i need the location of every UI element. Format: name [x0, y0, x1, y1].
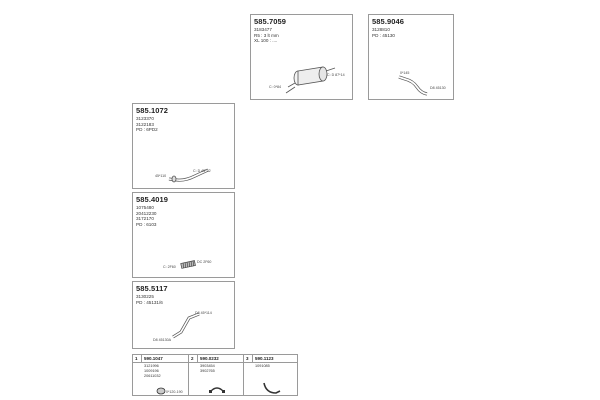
dimension-label: C: D 87*14	[327, 73, 345, 77]
part-number: 585.4019	[136, 195, 169, 204]
detail-line: 1091085	[255, 364, 270, 368]
dimension-label: C: 2F60	[163, 265, 176, 269]
accessory-index: 2	[191, 356, 194, 361]
part-card-585-4019	[132, 192, 235, 278]
accessory-index: 1	[135, 356, 138, 361]
part-number: 585.5117	[136, 284, 168, 293]
accessory-index: 3	[246, 356, 249, 361]
dimension-label: 0*120-190	[166, 390, 183, 394]
part-number: 585.1072	[136, 106, 169, 115]
detail-line: PD : 6103	[136, 221, 157, 227]
dimension-label: D8 45*114	[195, 311, 212, 315]
detail-line: 1075480	[136, 205, 154, 210]
part-number: 585.9046	[372, 17, 405, 26]
hanger-icon	[244, 355, 299, 397]
flex-pipe-drawing	[133, 193, 236, 279]
detail-line: 20412230	[136, 210, 157, 216]
dimension-label: D8 45130	[430, 86, 446, 90]
dimension-label: 0*145	[400, 71, 410, 75]
detail-line: PD : 6PD2	[136, 127, 158, 133]
part-card-585-1072	[132, 103, 235, 189]
dimension-label: C: 0*84	[269, 85, 281, 89]
detail-line: PD : 45131/6	[136, 299, 163, 305]
detail-line: R5 : 3 lt mm	[254, 32, 279, 38]
detail-line: 20611032	[144, 373, 161, 378]
detail-line: 3183477	[254, 27, 272, 32]
tailpipe-drawing	[133, 282, 236, 350]
detail-line: 3121996	[144, 364, 159, 368]
part-card-585-7059	[250, 14, 353, 100]
detail-line: 3128810	[372, 27, 390, 32]
dimension-label: D8 45130A	[153, 338, 171, 342]
dimension-label: 45*110	[155, 174, 167, 178]
part-number: 585.7059	[254, 17, 287, 26]
dimension-label: C: D 45*32	[193, 169, 211, 173]
accessory-number: 590.0232	[200, 356, 219, 361]
detail-line: 3122183	[136, 121, 154, 127]
detail-line: 3130225	[136, 294, 154, 299]
detail-line: 3172170	[136, 216, 154, 222]
detail-line: 3902765	[200, 368, 215, 373]
part-card-585-9046	[368, 14, 454, 100]
accessory-card-590-1047	[132, 354, 189, 396]
detail-line: XL 100 : ....	[254, 38, 278, 44]
detail-line: 3123370	[136, 116, 154, 121]
bracket-icon	[189, 355, 245, 397]
accessory-card-590-0232	[188, 354, 244, 396]
accessory-number: 590.1123	[255, 356, 274, 361]
detail-line: 1009196	[144, 368, 159, 373]
detail-line: 3903454	[200, 364, 215, 368]
accessory-number: 590.1047	[144, 356, 163, 361]
muffler-drawing	[251, 15, 354, 101]
detail-line: PD : 45130	[372, 32, 395, 38]
accessory-card-590-1123	[243, 354, 298, 396]
part-card-585-5117	[132, 281, 235, 349]
pipe-drawing	[133, 104, 236, 190]
dimension-label: DC 2F60	[197, 260, 212, 264]
